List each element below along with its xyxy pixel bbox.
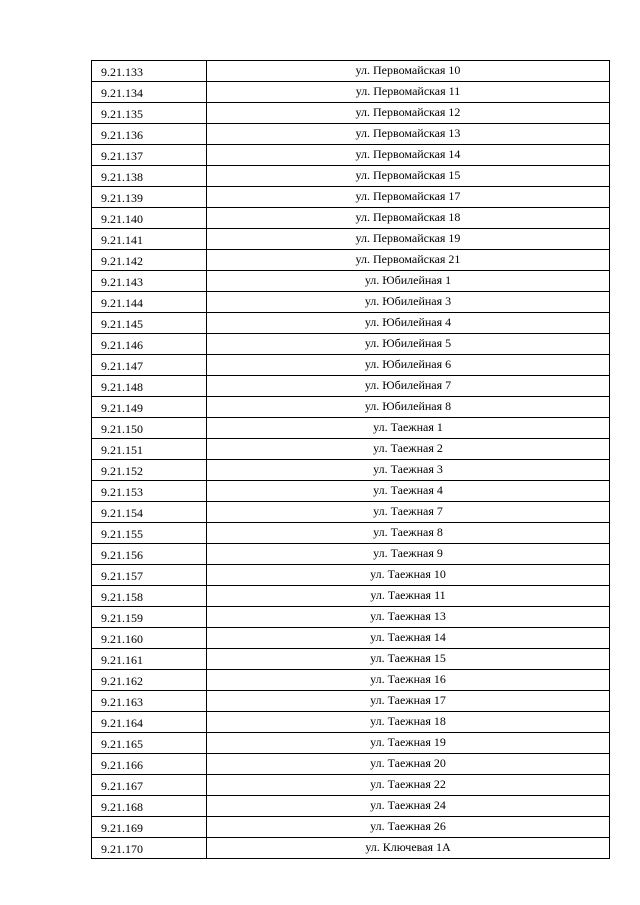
- table-row: [92, 250, 610, 271]
- row-number-cell: 9.21.150: [92, 418, 207, 439]
- table-row: [92, 376, 610, 397]
- table-row: [92, 796, 610, 817]
- table-row: [92, 397, 610, 418]
- address-table: [91, 60, 610, 859]
- table-row: [92, 124, 610, 145]
- address-cell: ул. Юбилейная 1: [207, 271, 610, 292]
- row-number-cell: 9.21.151: [92, 439, 207, 460]
- row-number-cell: 9.21.145: [92, 313, 207, 334]
- row-number-cell: 9.21.158: [92, 586, 207, 607]
- address-cell: ул. Таежная 8: [207, 523, 610, 544]
- address-cell: ул. Первомайская 10: [207, 61, 610, 82]
- address-cell: ул. Таежная 7: [207, 502, 610, 523]
- row-number-cell: 9.21.139: [92, 187, 207, 208]
- row-number-cell: 9.21.137: [92, 145, 207, 166]
- row-number-cell: 9.21.152: [92, 460, 207, 481]
- address-cell: ул. Таежная 19: [207, 733, 610, 754]
- row-number-cell: 9.21.142: [92, 250, 207, 271]
- table-row: [92, 439, 610, 460]
- table-row: [92, 523, 610, 544]
- row-number-cell: 9.21.138: [92, 166, 207, 187]
- address-cell: ул. Таежная 26: [207, 817, 610, 838]
- row-number-cell: 9.21.134: [92, 82, 207, 103]
- row-number-cell: 9.21.170: [92, 838, 207, 859]
- address-cell: ул. Таежная 3: [207, 460, 610, 481]
- table-row: [92, 166, 610, 187]
- table-row: [92, 460, 610, 481]
- address-cell: ул. Таежная 4: [207, 481, 610, 502]
- address-table-body: [92, 61, 610, 859]
- address-cell: ул. Таежная 11: [207, 586, 610, 607]
- table-row: [92, 103, 610, 124]
- table-row: [92, 145, 610, 166]
- table-row: [92, 334, 610, 355]
- row-number-cell: 9.21.133: [92, 61, 207, 82]
- table-row: [92, 838, 610, 859]
- row-number-cell: 9.21.162: [92, 670, 207, 691]
- address-cell: ул. Юбилейная 4: [207, 313, 610, 334]
- row-number-cell: 9.21.135: [92, 103, 207, 124]
- table-row: [92, 817, 610, 838]
- address-cell: ул. Таежная 15: [207, 649, 610, 670]
- table-row: [92, 733, 610, 754]
- address-cell: ул. Таежная 13: [207, 607, 610, 628]
- table-row: [92, 628, 610, 649]
- table-row: [92, 208, 610, 229]
- row-number-cell: 9.21.167: [92, 775, 207, 796]
- row-number-cell: 9.21.165: [92, 733, 207, 754]
- row-number-cell: 9.21.160: [92, 628, 207, 649]
- row-number-cell: 9.21.156: [92, 544, 207, 565]
- table-row: [92, 418, 610, 439]
- table-row: [92, 187, 610, 208]
- row-number-cell: 9.21.154: [92, 502, 207, 523]
- address-cell: ул. Первомайская 15: [207, 166, 610, 187]
- address-cell: ул. Первомайская 18: [207, 208, 610, 229]
- address-cell: ул. Таежная 22: [207, 775, 610, 796]
- row-number-cell: 9.21.143: [92, 271, 207, 292]
- row-number-cell: 9.21.155: [92, 523, 207, 544]
- table-row: [92, 82, 610, 103]
- address-cell: ул. Таежная 18: [207, 712, 610, 733]
- address-cell: ул. Первомайская 17: [207, 187, 610, 208]
- row-number-cell: 9.21.159: [92, 607, 207, 628]
- row-number-cell: 9.21.136: [92, 124, 207, 145]
- row-number-cell: 9.21.163: [92, 691, 207, 712]
- table-row: [92, 607, 610, 628]
- row-number-cell: 9.21.141: [92, 229, 207, 250]
- address-cell: ул. Ключевая 1А: [207, 838, 610, 859]
- table-row: [92, 691, 610, 712]
- address-cell: ул. Юбилейная 5: [207, 334, 610, 355]
- row-number-cell: 9.21.169: [92, 817, 207, 838]
- table-row: [92, 61, 610, 82]
- address-cell: ул. Юбилейная 8: [207, 397, 610, 418]
- row-number-cell: 9.21.146: [92, 334, 207, 355]
- table-row: [92, 229, 610, 250]
- table-row: [92, 712, 610, 733]
- table-row: [92, 649, 610, 670]
- address-cell: ул. Таежная 10: [207, 565, 610, 586]
- address-cell: ул. Юбилейная 3: [207, 292, 610, 313]
- row-number-cell: 9.21.144: [92, 292, 207, 313]
- table-row: [92, 565, 610, 586]
- table-row: [92, 292, 610, 313]
- address-cell: ул. Таежная 2: [207, 439, 610, 460]
- row-number-cell: 9.21.166: [92, 754, 207, 775]
- address-cell: ул. Первомайская 11: [207, 82, 610, 103]
- address-cell: ул. Таежная 24: [207, 796, 610, 817]
- address-cell: ул. Первомайская 21: [207, 250, 610, 271]
- table-row: [92, 544, 610, 565]
- row-number-cell: 9.21.153: [92, 481, 207, 502]
- address-cell: ул. Первомайская 19: [207, 229, 610, 250]
- row-number-cell: 9.21.149: [92, 397, 207, 418]
- table-row: [92, 355, 610, 376]
- address-cell: ул. Первомайская 14: [207, 145, 610, 166]
- address-cell: ул. Таежная 20: [207, 754, 610, 775]
- address-cell: ул. Юбилейная 7: [207, 376, 610, 397]
- row-number-cell: 9.21.157: [92, 565, 207, 586]
- address-cell: ул. Юбилейная 6: [207, 355, 610, 376]
- table-row: [92, 670, 610, 691]
- table-row: [92, 271, 610, 292]
- table-row: [92, 313, 610, 334]
- address-cell: ул. Первомайская 12: [207, 103, 610, 124]
- table-row: [92, 481, 610, 502]
- address-cell: ул. Таежная 16: [207, 670, 610, 691]
- table-row: [92, 502, 610, 523]
- row-number-cell: 9.21.140: [92, 208, 207, 229]
- row-number-cell: 9.21.168: [92, 796, 207, 817]
- address-cell: ул. Таежная 17: [207, 691, 610, 712]
- address-cell: ул. Первомайская 13: [207, 124, 610, 145]
- address-cell: ул. Таежная 1: [207, 418, 610, 439]
- address-cell: ул. Таежная 9: [207, 544, 610, 565]
- row-number-cell: 9.21.147: [92, 355, 207, 376]
- row-number-cell: 9.21.148: [92, 376, 207, 397]
- table-row: [92, 586, 610, 607]
- table-row: [92, 754, 610, 775]
- row-number-cell: 9.21.164: [92, 712, 207, 733]
- row-number-cell: 9.21.161: [92, 649, 207, 670]
- table-row: [92, 775, 610, 796]
- address-cell: ул. Таежная 14: [207, 628, 610, 649]
